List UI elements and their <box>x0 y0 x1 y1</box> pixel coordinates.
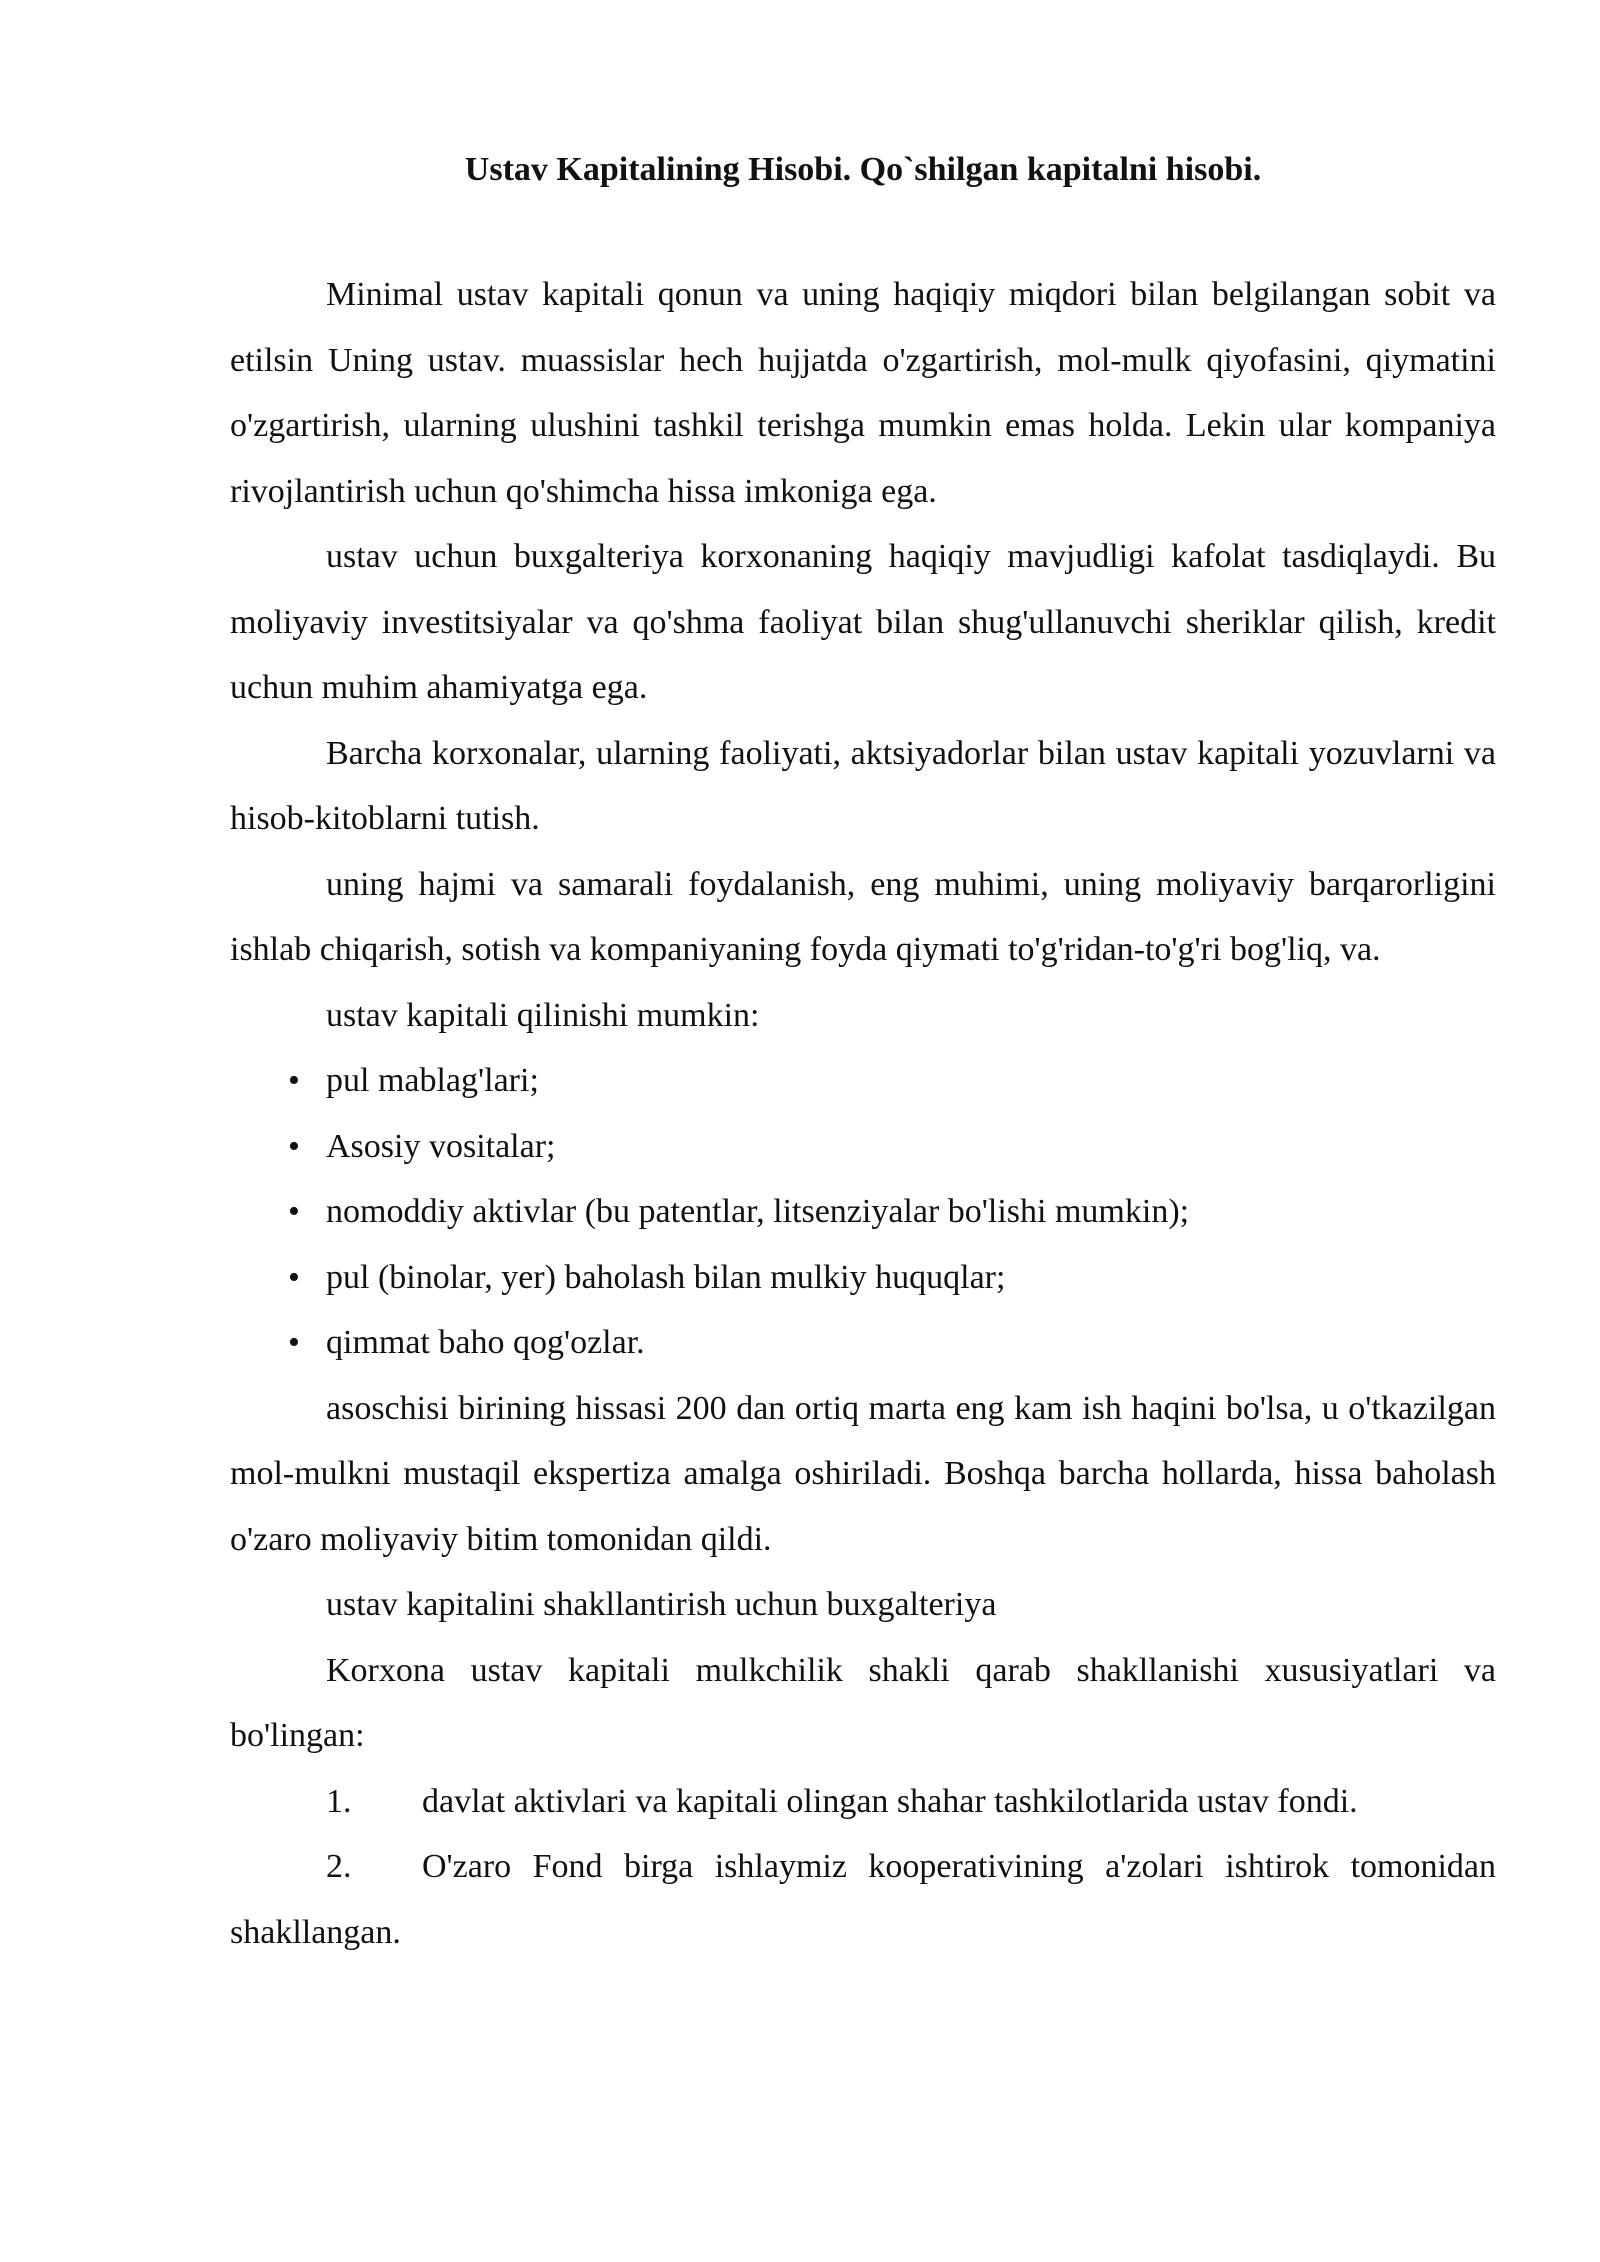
list-item-text: pul (binolar, yer) baholash bilan mulkiy huquqlar; <box>326 1258 1006 1296</box>
document-page <box>230 150 1496 1965</box>
paragraph-financial-stability: uning hajmi va samarali foydalanish, eng muhimi, uning moliyaviy barqarorligini ishlab chiqarish, sotish va kompaniyaning foyda qiymati to'g'ridan-to'g'ri bog'liq, va. <box>230 865 1496 968</box>
item-text: davlat aktivlari va kapitali olingan shahar tashkilotlarida ustav fondi. <box>422 1782 1358 1820</box>
list-item-text: qimmat baho qog'ozlar. <box>326 1324 645 1361</box>
paragraph-minimal-capital: Minimal ustav kapitali qonun va uning haqiqiy miqdori bilan belgilangan sobit va etilsin Uning ustav. muassislar hech hujjatda o'zgartirish, mol-mulk qiyofasini, qiymatini o'zgartirish, ularning ulushini tashkil terishga mumkin emas holda. Lekin ular kompaniya rivojlantirish uchun qo'shimcha hissa imkoniga ega. <box>230 276 1496 510</box>
bullet-icon: • <box>288 1258 300 1296</box>
paragraph-ownership-forms: Korxona ustav kapitali mulkchilik shakli qarab shakllanishi xususiyatlari va bo'lingan: <box>230 1651 1496 1754</box>
bullet-icon: • <box>288 1193 300 1230</box>
item-text: O'zaro Fond birga ishlaymiz kooperativining a'zolari ishtirok tomonidan shakllangan. <box>230 1848 1496 1951</box>
paragraph-expert-appraisal: asoschisi birining hissasi 200 dan ortiq marta eng kam ish haqini bo'lsa, u o'tkazilgan mol-mulkni mustaqil ekspertiza amalga oshiriladi. Boshqa barcha hollarda, hissa baholash o'zaro moliyaviy bitim tomonidan qildi. <box>230 1389 1496 1558</box>
paragraph-formation-heading: ustav kapitalini shakllantirish uchun buxgalteriya <box>326 1586 997 1623</box>
list-item-text: pul mablag'lari; <box>326 1062 539 1099</box>
list-item-text: Asosiy vositalar; <box>326 1127 556 1165</box>
list-item <box>230 1048 1496 1114</box>
bullet-icon: • <box>288 1324 300 1361</box>
contribution-types-list <box>230 1048 1496 1376</box>
bullet-icon: • <box>288 1062 300 1099</box>
paragraph-accounting-guarantee: ustav uchun buxgalteriya korxonaning haqiqiy mavjudligi kafolat tasdiqlaydi. Bu moliyaviy investitsiyalar va qo'shma faoliyat bilan shug'ullanuvchi sheriklar qilish, kredit uchun muhim ahamiyatga ega. <box>230 538 1496 706</box>
document-title: Ustav Kapitalining Hisobi. Qo`shilgan kapitalni hisobi. <box>464 151 1262 188</box>
item-number: 1. <box>326 1782 352 1820</box>
item-number: 2. <box>326 1848 352 1885</box>
paragraph-list-intro: ustav kapitali qilinishi mumkin: <box>326 996 760 1034</box>
numbered-item <box>230 1834 1496 1965</box>
list-item <box>230 1114 1496 1180</box>
bullet-icon: • <box>288 1127 300 1165</box>
list-item <box>230 1245 1496 1311</box>
paragraph-all-enterprises: Barcha korxonalar, ularning faoliyati, aktsiyadorlar bilan ustav kapitali yozuvlarni va hisob-kitoblarni tutish. <box>230 734 1496 837</box>
list-item <box>230 1179 1496 1245</box>
list-item-text: nomoddiy aktivlar (bu patentlar, litsenziyalar bo'lishi mumkin); <box>326 1193 1190 1230</box>
list-item <box>230 1310 1496 1376</box>
numbered-item <box>230 1769 1496 1835</box>
